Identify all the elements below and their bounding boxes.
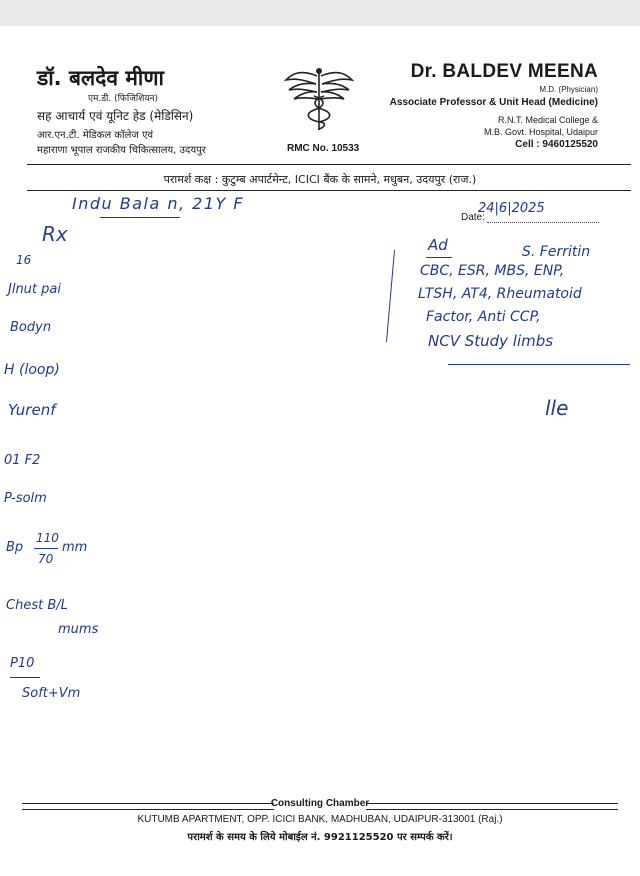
investigation-header: Ad <box>428 236 448 254</box>
patient-name-underline <box>100 217 180 218</box>
rmc-number: RMC No. 10533 <box>287 143 360 154</box>
investigation-header-underline <box>426 257 452 258</box>
caduceus-icon <box>284 66 354 132</box>
clinical-note-3: Bodyn <box>10 320 52 335</box>
date-label: Date: <box>461 212 485 223</box>
college-line1-english: R.N.T. Medical College & <box>497 115 598 125</box>
clinical-note-5: Yurenf <box>8 401 56 419</box>
investigation-line-3: LTSH, AT4, Rheumatoid <box>418 286 582 302</box>
notes-bracket-line <box>386 250 395 342</box>
doctor-cell-number: Cell : 9460125520 <box>515 139 598 150</box>
footer-title-band <box>22 800 618 812</box>
footer-address: KUTUMB APARTMENT, OPP. ICICI BANK, MADHUBAN, UDAIPUR-313001 (Raj.) <box>137 814 503 825</box>
p10-underline <box>10 677 40 678</box>
doctor-role-hindi: सह आचार्य एवं यूनिट हेड (मेडिसिन) <box>37 109 194 123</box>
doctor-name-hindi: डॉ. बलदेव मीणा <box>37 66 164 90</box>
header-divider-bottom <box>27 190 631 191</box>
investigation-line-4: Factor, Anti CCP, <box>426 309 541 325</box>
bp-label: Bp <box>6 540 24 555</box>
date-dotted-line <box>487 222 599 223</box>
header-divider-top <box>27 164 631 165</box>
college-line2-english: M.B. Govt. Hospital, Udaipur <box>483 127 598 137</box>
footer-title: Consulting Chamber <box>270 798 370 809</box>
clinical-note-7: P-solm <box>4 491 47 506</box>
scan-edge <box>0 0 640 26</box>
bp-fraction-line <box>34 548 58 549</box>
clinical-note-6: 01 F2 <box>4 453 41 468</box>
rx-symbol: Rx <box>42 222 68 246</box>
clinical-note-p10: P10 <box>10 656 35 671</box>
investigation-line-2: CBC, ESR, MBS, ENP, <box>420 263 565 279</box>
bp-systolic: 110 <box>36 531 59 545</box>
college-line2-hindi: महाराणा भूपाल राजकीय चिकित्सालय, उदयपुर <box>37 145 206 156</box>
clinical-note-soft: Soft+Vm <box>22 686 81 701</box>
footer-mobile-note: परामर्श के समय के लिये मोबाईल नं. 9921125520 पर सम्पर्क करें। <box>187 832 453 843</box>
doctor-role-english: Associate Professor & Unit Head (Medicine) <box>389 97 598 108</box>
clinical-note-chest-2: mums <box>58 622 99 637</box>
college-line1-hindi: आर.एन.टी. मेडिकल कॉलेज एवं <box>37 130 154 141</box>
clinical-note-chest: Chest B/L <box>6 598 68 613</box>
clinical-note-2: Jlnut pai <box>8 282 61 297</box>
doctor-degree-hindi: एम.डी. (फिजिशियन) <box>88 94 159 104</box>
bp-diastolic: 70 <box>38 552 54 566</box>
investigation-underline <box>448 364 630 365</box>
date-value: 24|6|2025 <box>478 201 545 216</box>
investigation-line-1: S. Ferritin <box>522 244 591 260</box>
doctor-degree-english: M.D. (Physician) <box>539 85 598 94</box>
doctor-name-english: Dr. BALDEV MEENA <box>410 61 598 82</box>
consult-address-hindi: परामर्श कक्ष : कुटुम्ब अपार्टमेन्ट, ICICI बैंक के सामने, मधुबन, उदयपुर (राज.) <box>163 173 477 186</box>
clinical-note-1: 16 <box>16 253 32 267</box>
bp-unit: mm <box>62 540 88 555</box>
investigation-line-5: NCV Study limbs <box>428 332 554 350</box>
patient-details: Indu Bala n, 21Y F <box>72 194 245 213</box>
clinical-note-4: H (loop) <box>4 362 60 378</box>
doctor-signature: lle <box>545 396 569 420</box>
